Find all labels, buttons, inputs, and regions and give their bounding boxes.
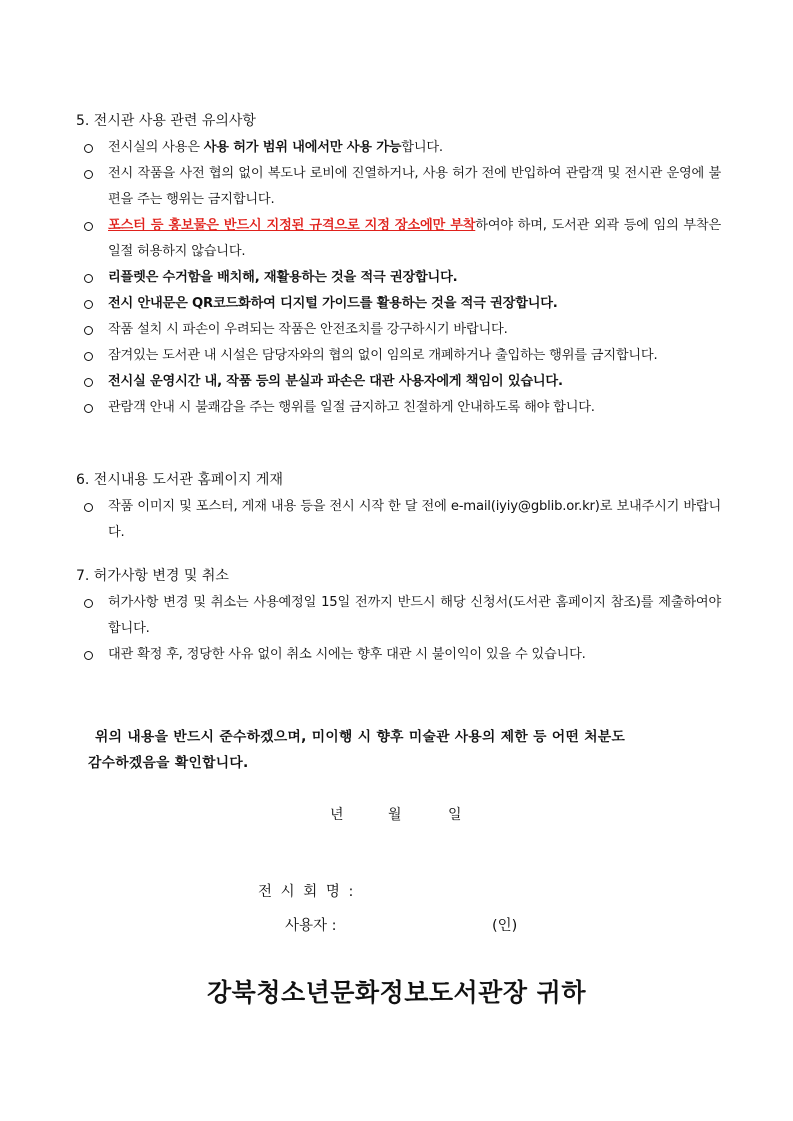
date-month-label: 월 — [388, 807, 402, 823]
circle-bullet-icon — [84, 651, 93, 660]
circle-bullet-icon — [84, 404, 93, 413]
list-item — [76, 343, 721, 369]
item-highlight-text: 포스터 등 홍보물은 반드시 지정된 규격으로 지정 장소에만 부착 — [108, 218, 476, 233]
pledge-line-2: 감수하겠음을 확인합니다. — [88, 755, 249, 771]
list-item — [76, 317, 721, 343]
list-item — [76, 590, 721, 642]
circle-bullet-icon — [84, 222, 93, 231]
addressee: 강북청소년문화정보도서관장 귀하 — [207, 978, 586, 1007]
item-text: 대관 확정 후, 정당한 사유 없이 취소 시에는 향후 대관 시 불이익이 있을 수 있습니다. — [108, 647, 586, 662]
item-bold-text: 사용 허가 범위 내에서만 사용 가능 — [203, 140, 402, 155]
pledge-statement — [88, 724, 705, 776]
section-6-list — [76, 494, 721, 546]
seal-mark: (인) — [492, 918, 518, 934]
list-item — [76, 265, 721, 291]
item-text: 하여야 하며, 도서관 외곽 등에 임의 부착은 일절 허용하지 않습니다. — [108, 218, 721, 259]
date-day-label: 일 — [448, 807, 462, 823]
section-6-title: 6. 전시내용 도서관 홈페이지 게재 — [76, 472, 283, 488]
circle-bullet-icon — [84, 170, 93, 179]
pledge-line-1: 위의 내용을 반드시 준수하겠으며, 미이행 시 향후 미술관 사용의 제한 등 어떤 처분도 — [95, 729, 626, 745]
circle-bullet-icon — [84, 300, 93, 309]
circle-bullet-icon — [84, 144, 93, 153]
list-item — [76, 369, 721, 395]
item-bold-text: 전시 안내문은 QR코드화하여 디지털 가이드를 활용하는 것을 적극 권장합니다. — [108, 296, 558, 311]
section-5-title: 5. 전시관 사용 관련 유의사항 — [76, 113, 256, 129]
item-text: 잠겨있는 도서관 내 시설은 담당자와의 협의 없이 임의로 개폐하거나 출입하는 행위를 금지합니다. — [108, 348, 658, 363]
list-item — [76, 395, 721, 421]
circle-bullet-icon — [84, 274, 93, 283]
item-text: 작품 이미지 및 포스터, 게재 내용 등을 전시 시작 한 달 전에 e-mail(iyiy@gblib.or.kr)로 보내주시기 바랍니다. — [108, 499, 721, 540]
section-5-list — [76, 135, 721, 421]
item-text: 작품 설치 시 파손이 우려되는 작품은 안전조치를 강구하시기 바랍니다. — [108, 322, 508, 337]
circle-bullet-icon — [84, 352, 93, 361]
date-row — [0, 804, 793, 826]
item-text: 관람객 안내 시 불쾌감을 주는 행위를 일절 금지하고 친절하게 안내하도록 해야 합니다. — [108, 400, 595, 415]
item-bold-text: 전시실 운영시간 내, 작품 등의 분실과 파손은 대관 사용자에게 책임이 있습니다. — [108, 374, 563, 389]
list-item — [76, 135, 721, 161]
exhibition-name-label: 전 시 회 명 : — [258, 884, 356, 900]
list-item — [76, 642, 721, 668]
section-7 — [76, 566, 721, 668]
list-item — [76, 213, 721, 265]
date-year-label: 년 — [330, 807, 344, 823]
item-text: 전시 작품을 사전 협의 없이 복도나 로비에 진열하거나, 사용 허가 전에 반입하여 관람객 및 전시관 운영에 불편을 주는 행위는 금지합니다. — [108, 166, 721, 207]
section-6 — [76, 470, 721, 546]
list-item — [76, 291, 721, 317]
section-7-list — [76, 590, 721, 668]
user-label: 사용자 : — [285, 918, 337, 934]
circle-bullet-icon — [84, 378, 93, 387]
circle-bullet-icon — [84, 326, 93, 335]
item-text: 합니다. — [401, 140, 443, 155]
circle-bullet-icon — [84, 599, 93, 608]
item-text: 전시실의 사용은 — [108, 140, 204, 155]
section-5 — [76, 111, 721, 421]
list-item — [76, 494, 721, 546]
circle-bullet-icon — [84, 503, 93, 512]
section-7-title: 7. 허가사항 변경 및 취소 — [76, 568, 229, 584]
item-text: 허가사항 변경 및 취소는 사용예정일 15일 전까지 반드시 해당 신청서(도서관 홈페이지 참조)를 제출하여야 합니다. — [108, 595, 721, 636]
item-bold-text: 리플렛은 수거함을 배치해, 재활용하는 것을 적극 권장합니다. — [108, 270, 458, 285]
list-item — [76, 161, 721, 213]
